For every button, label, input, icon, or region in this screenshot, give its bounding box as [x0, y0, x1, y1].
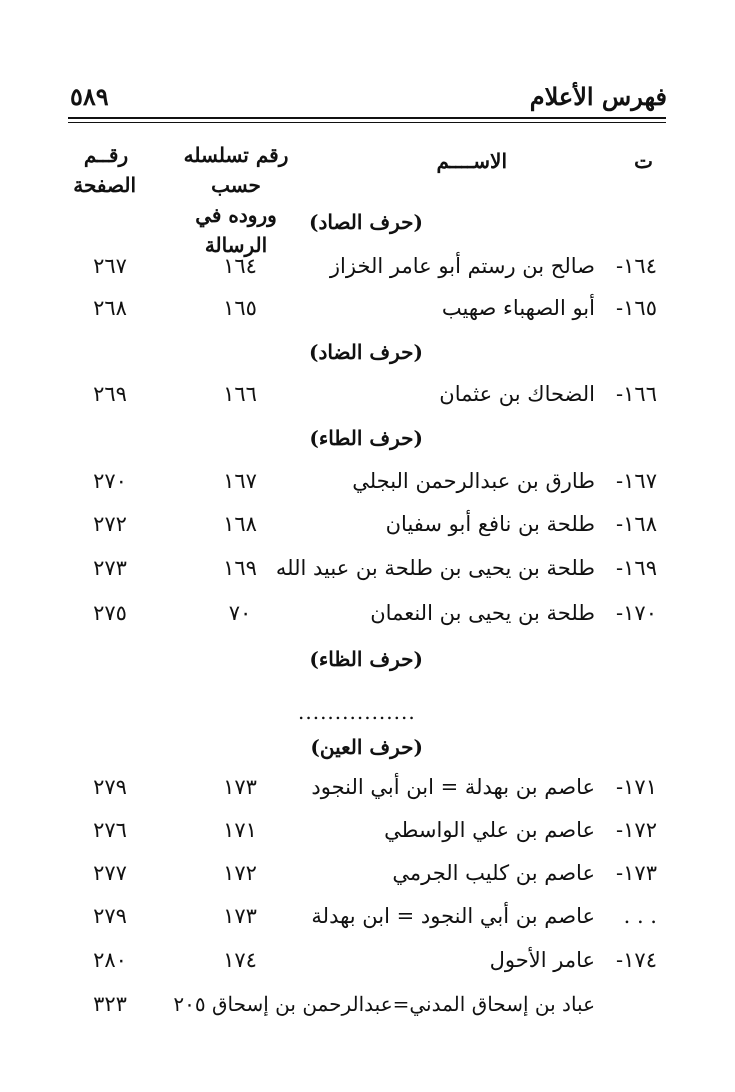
- entry-page: ٣٢٣: [93, 992, 127, 1016]
- entry-sequence: ١٦٩: [223, 556, 257, 580]
- entry-number: ١٧٣-: [616, 861, 657, 885]
- entry-number: ١٦٧-: [616, 469, 657, 493]
- table-row: [0, 818, 735, 850]
- column-header-page-line1: رقــم: [83, 143, 129, 167]
- entry-name: عاصم بن كليب الجرمي: [392, 861, 595, 885]
- table-row: [0, 296, 735, 328]
- entry-sequence: ١٧٤: [223, 948, 257, 972]
- entry-sequence: ١٦٦: [223, 382, 257, 406]
- column-header-number: ت: [634, 149, 653, 173]
- table-row: [0, 904, 735, 936]
- table-row: [0, 861, 735, 893]
- page-number: ٥٨٩: [70, 82, 109, 111]
- section-heading-za: (حرف الظاء): [309, 647, 423, 671]
- entry-name: أبو الصهباء صهيب: [441, 296, 595, 320]
- entry-page: ٢٧٠: [93, 469, 127, 493]
- section-heading-ta: (حرف الطاء): [309, 426, 423, 450]
- entry-page: ٢٧٥: [93, 601, 127, 625]
- entry-number: ١٧٠-: [616, 601, 657, 625]
- entry-page: ٢٧٧: [93, 861, 127, 885]
- entry-number: ١٦٤-: [616, 254, 657, 278]
- entry-sequence: ١٦٥: [223, 296, 257, 320]
- page-title: فهرس الأعلام: [529, 82, 667, 111]
- entry-sequence: ١٧٣: [223, 904, 257, 928]
- entry-name: عباد بن إسحاق المدني=عبدالرحمن بن إسحاق ٢٠٥: [173, 992, 595, 1016]
- entry-sequence: ١٧١: [223, 818, 257, 842]
- header-rule-thin: [68, 122, 666, 123]
- table-row: [0, 469, 735, 501]
- entry-name: عاصم بن أبي النجود = ابن بهدلة: [311, 904, 595, 928]
- entry-page: ٢٧٦: [93, 818, 127, 842]
- entry-name: عاصم بن بهدلة = ابن أبي النجود: [311, 775, 595, 799]
- table-row: [0, 254, 735, 286]
- entry-page: ٢٦٧: [93, 254, 127, 278]
- column-header-sequence-line1: رقم تسلسله حسب: [183, 143, 289, 197]
- entry-sequence: ١٧٢: [223, 861, 257, 885]
- entry-number: ١٦٦-: [616, 382, 657, 406]
- header-rule: [68, 117, 666, 119]
- entry-number: ١٦٥-: [616, 296, 657, 320]
- entry-page: ٢٦٨: [93, 296, 127, 320]
- column-header-page-line2: الصفحة: [73, 173, 136, 197]
- entry-sequence: ١٦٨: [223, 512, 257, 536]
- entry-name: طلحة بن يحيى بن النعمان: [370, 601, 595, 625]
- entry-name: الضحاك بن عثمان: [439, 382, 595, 406]
- section-heading-ayn: (حرف العين): [310, 735, 423, 759]
- section-heading-sad: (حرف الصاد): [308, 210, 423, 234]
- entry-number: . . .: [623, 904, 657, 928]
- table-row: [0, 382, 735, 414]
- entry-name: صالح بن رستم أبو عامر الخزاز: [329, 254, 595, 278]
- table-row: [0, 601, 735, 633]
- column-header-page: [73, 140, 136, 200]
- entry-page: ٢٨٠: [93, 948, 127, 972]
- entry-name: طارق بن عبدالرحمن البجلي: [352, 469, 595, 493]
- entry-page: ٢٧٩: [93, 775, 127, 799]
- entry-number: ١٦٩-: [616, 556, 657, 580]
- entry-name: طلحة بن يحيى بن طلحة بن عبيد الله: [275, 556, 595, 580]
- table-row: [0, 512, 735, 544]
- omission-dots: ................: [298, 700, 416, 724]
- entry-name: عاصم بن علي الواسطي: [384, 818, 595, 842]
- entry-number: ١٧٤-: [616, 948, 657, 972]
- entry-number: ١٦٨-: [616, 512, 657, 536]
- column-header-name: الاســــم: [436, 149, 507, 173]
- table-row: [0, 992, 735, 1024]
- entry-page: ٢٧٣: [93, 556, 127, 580]
- entry-page: ٢٧٢: [93, 512, 127, 536]
- column-header-sequence-line2: وروده في الرسالة: [195, 203, 277, 257]
- table-row: [0, 775, 735, 807]
- entry-number: ١٧١-: [616, 775, 657, 799]
- entry-page: ٢٦٩: [93, 382, 127, 406]
- entry-sequence: ١٧٣: [223, 775, 257, 799]
- entry-name: عامر الأحول: [489, 948, 595, 972]
- entry-page: ٢٧٩: [93, 904, 127, 928]
- entry-name: طلحة بن نافع أبو سفيان: [385, 512, 595, 536]
- section-heading-dad: (حرف الضاد): [308, 340, 423, 364]
- entry-sequence: ١٦٧: [223, 469, 257, 493]
- entry-sequence: ١٦٤: [223, 254, 257, 278]
- table-row: [0, 948, 735, 980]
- entry-sequence: ٧٠: [228, 601, 252, 625]
- column-header-sequence: [161, 140, 311, 260]
- table-row: [0, 556, 735, 588]
- entry-number: ١٧٢-: [616, 818, 657, 842]
